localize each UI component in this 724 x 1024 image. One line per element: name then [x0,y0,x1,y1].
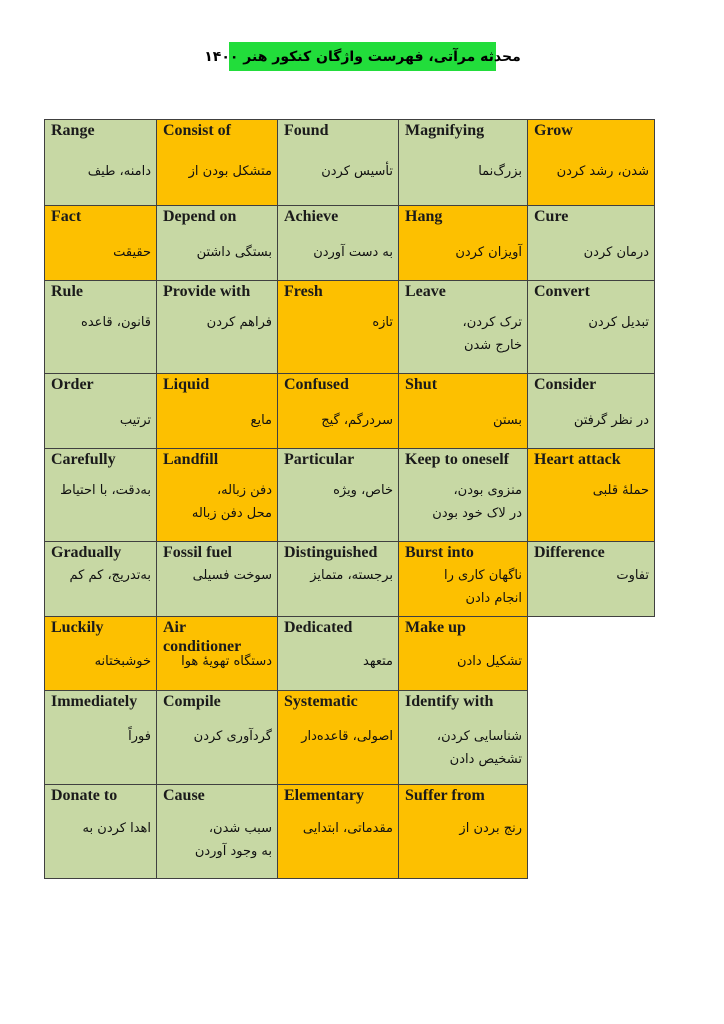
english-word: Magnifying [405,122,485,139]
english-word: Leave [405,283,446,300]
table-cell [156,448,278,542]
persian-meaning: سبب شدن، به وجود آوردن [194,821,272,859]
persian-meaning: خاص، ویژه [333,483,393,498]
persian-meaning: تأسیس کردن [321,164,393,179]
table-cell [44,119,157,206]
table-cell [527,119,655,206]
table-cell [156,205,278,281]
english-word: Order [51,376,94,393]
persian-meaning: آویزان کردن [455,245,522,260]
persian-meaning: به‌تدریج، کم کم [69,568,151,583]
english-word: Immediately [51,693,138,710]
table-cell [398,280,528,374]
table-cell [156,280,278,374]
persian-meaning: ترتیب [119,413,151,428]
table-cell [527,280,655,374]
table-cell [156,373,278,449]
table-cell [277,448,399,542]
persian-meaning: سوخت فسیلی [192,568,272,583]
persian-meaning: بستگی داشتن [196,245,272,260]
english-word: Carefully [51,451,116,468]
english-word: Cause [163,787,205,804]
persian-meaning: دفن زباله، محل دفن زباله [191,483,272,521]
english-word: Cure [534,208,569,225]
english-word: Systematic [284,693,358,710]
table-cell [527,448,655,542]
table-cell [277,541,399,617]
persian-meaning: منزوی بودن، در لاک خود بودن [432,483,522,521]
persian-meaning: در نظر گرفتن [573,413,649,428]
table-cell [44,448,157,542]
table-cell [44,784,157,879]
persian-meaning: اصولی، قاعده‌دار [301,729,393,744]
table-cell [156,119,278,206]
table-cell [44,616,157,691]
english-word: Gradually [51,544,122,561]
english-word: Confused [284,376,349,393]
english-word: Identify with [405,693,494,710]
english-word: Elementary [284,787,364,804]
english-word: Heart attack [534,451,621,468]
table-cell [277,616,399,691]
table-cell [398,119,528,206]
table-cell [44,280,157,374]
persian-meaning: دستگاه تهویهٔ هوا [181,654,272,669]
table-cell [156,690,278,785]
table-cell [398,541,528,617]
persian-meaning: متعهد [363,654,393,669]
english-word: Donate to [51,787,118,804]
english-word: Liquid [163,376,210,393]
persian-meaning: مقدماتی، ابتدایی [302,821,393,836]
persian-meaning: متشکل بودن از [188,164,272,179]
english-word: Hang [405,208,443,225]
persian-meaning: تازه [372,315,393,330]
persian-meaning: حقیقت [113,245,151,260]
english-word: Landfill [163,451,219,468]
persian-meaning: بزرگ‌نما [478,164,522,179]
table-cell [527,373,655,449]
table-cell [156,541,278,617]
english-word: Rule [51,283,83,300]
english-word: Difference [534,544,605,561]
persian-meaning: رنج بردن از [459,821,522,836]
english-word: Dedicated [284,619,353,636]
english-word: Make up [405,619,466,636]
table-cell [277,690,399,785]
english-word: Found [284,122,329,139]
table-cell [398,205,528,281]
english-word: Provide with [163,283,251,300]
table-cell [44,373,157,449]
persian-meaning: گردآوری کردن [193,729,272,744]
persian-meaning: تبدیل کردن [588,315,649,330]
table-cell [527,541,655,617]
persian-meaning: شدن، رشد کردن [556,164,649,179]
english-word: Particular [284,451,355,468]
english-word: Fossil fuel [163,544,232,561]
table-cell [398,616,528,691]
table-cell [156,616,278,691]
english-word: Fresh [284,283,323,300]
persian-meaning: سردرگم، گیج [321,413,393,428]
table-cell [527,205,655,281]
persian-meaning: به دست آوردن [313,245,393,260]
english-word: Luckily [51,619,104,636]
table-cell [398,373,528,449]
persian-meaning: قانون، قاعده [81,315,151,330]
english-word: Achieve [284,208,339,225]
english-word: Distinguished [284,544,378,561]
english-word: Compile [163,693,221,710]
english-word: Air conditioner [163,619,242,655]
persian-meaning: درمان کردن [583,245,649,260]
persian-meaning: بستن [492,413,522,428]
persian-meaning: تشکیل دادن [456,654,522,669]
persian-meaning: تفاوت [616,568,649,583]
persian-meaning: حملهٔ قلبی [592,483,649,498]
english-word: Convert [534,283,590,300]
english-word: Depend on [163,208,237,225]
persian-meaning: ناگهان کاری را انجام دادن [443,568,522,606]
table-cell [277,205,399,281]
table-cell [398,690,528,785]
persian-meaning: فراهم کردن [206,315,272,330]
persian-meaning: شناسایی کردن، تشخیص دادن [436,729,522,767]
table-cell [44,205,157,281]
persian-meaning: به‌دقت، با احتیاط [60,483,151,498]
english-word: Range [51,122,95,139]
persian-meaning: دامنه، طیف [87,164,151,179]
document-title: محدثه مرآتی، فهرست واژگان کنکور هنر ۱۴۰۰ [229,42,496,71]
table-cell [277,373,399,449]
table-cell [398,448,528,542]
english-word: Suffer from [405,787,485,804]
table-cell [156,784,278,879]
english-word: Consist of [163,122,232,139]
persian-meaning: خوشبختانه [94,654,151,669]
table-cell [44,690,157,785]
persian-meaning: برجسته، متمایز [310,568,393,583]
table-cell [44,541,157,617]
english-word: Burst into [405,544,474,561]
persian-meaning: ترک کردن، خارج شدن [462,315,522,353]
english-word: Grow [534,122,573,139]
table-cell [277,119,399,206]
persian-meaning: فوراً [128,729,151,744]
table-cell [277,280,399,374]
persian-meaning: مایع [250,413,272,428]
english-word: Fact [51,208,82,225]
table-cell [398,784,528,879]
persian-meaning: اهدا کردن به [82,821,151,836]
table-cell [277,784,399,879]
english-word: Shut [405,376,438,393]
english-word: Keep to oneself [405,451,509,468]
english-word: Consider [534,376,597,393]
